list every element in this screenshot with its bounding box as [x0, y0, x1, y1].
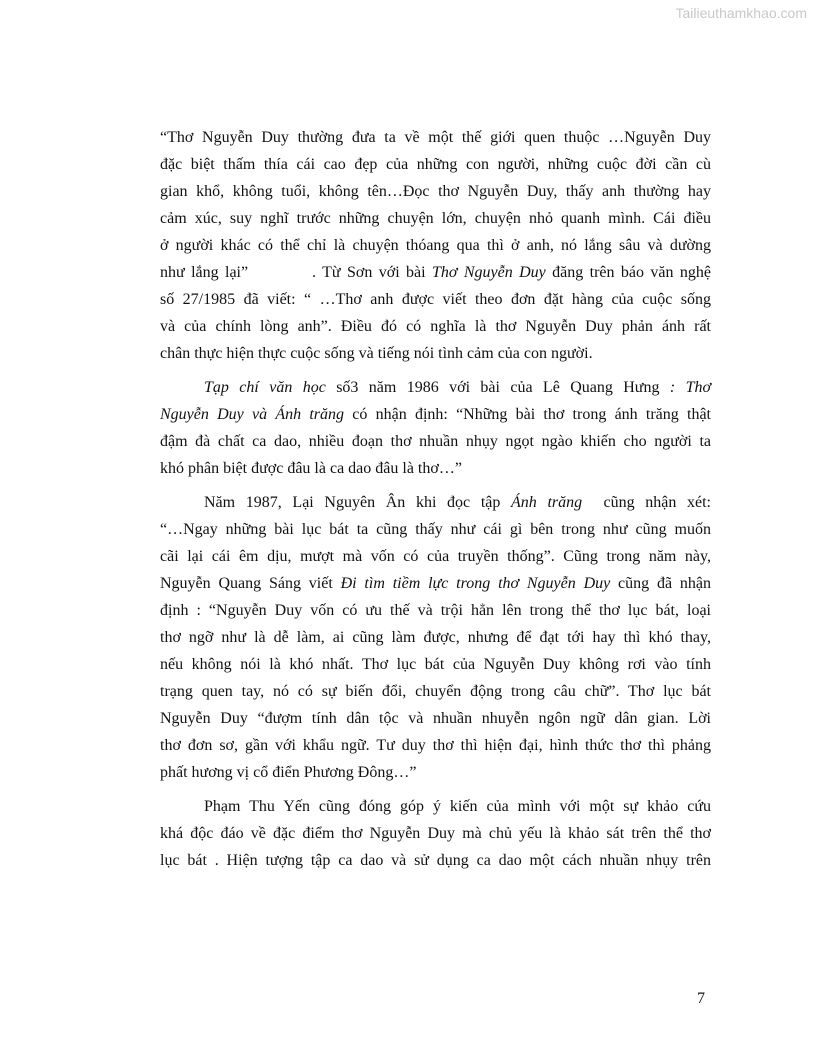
- text-line: [160, 570, 711, 597]
- paragraph-1: [160, 124, 711, 367]
- text-line: “Thơ Nguyễn Duy thường đưa ta về một thế giới quen thuộc …Nguyễn Duy: [160, 129, 711, 146]
- text-line: Nguyễn Duy “đượm tính dân tộc và nhuần nhuyễn ngôn ngữ dân gian. Lời: [160, 710, 711, 727]
- text-fragment: cũng đã nhận: [610, 575, 712, 592]
- text-fragment: cũng nhận xét:: [582, 494, 711, 511]
- italic-title: Thơ Nguyễn Duy: [432, 264, 546, 281]
- paragraph-4: [160, 793, 711, 874]
- text-line: đặc biệt thấm thía cái cao đẹp của những con người, những cuộc đời cần cù: [160, 156, 711, 173]
- text-fragment: Nguyễn Quang Sáng viết: [160, 575, 341, 592]
- paragraph-2: [160, 374, 711, 482]
- text-line: gian khổ, không tuổi, không tên…Đọc thơ Nguyễn Duy, thấy anh thường hay: [160, 183, 711, 200]
- italic-title: : Thơ: [669, 379, 712, 396]
- text-line: định : “Nguyễn Duy vốn có ưu thế và trội hẳn lên trong thể thơ lục bát, loại: [160, 602, 711, 619]
- text-fragment: Năm 1987, Lại Nguyên Ân khi đọc tập: [204, 494, 512, 511]
- watermark: Tailieuthamkhao.com: [675, 5, 807, 21]
- text-line: “…Ngay những bài lục bát ta cũng thấy như cái gì bên trong như cũng muốn: [160, 521, 711, 538]
- text-line: [160, 489, 711, 516]
- text-line: và của chính lòng anh”. Điều đó có nghĩa là thơ Nguyễn Duy phản ánh rất: [160, 318, 711, 335]
- text-line: ở người khác có thể chỉ là chuyện thóang qua thì ở anh, nó lắng sâu và dường: [160, 237, 711, 254]
- text-line: [160, 401, 711, 428]
- text-line: thơ ngỡ như là dễ làm, ai cũng làm được, nhưng để đạt tới hay thì khó thay,: [160, 629, 711, 646]
- text-line: thơ đơn sơ, gần với khẩu ngữ. Tư duy thơ thì hiện đại, hình thức thơ thì phảng: [160, 737, 711, 754]
- text-line: cãi lại cái êm dịu, mượt mà vốn có của truyền thống”. Cũng trong năm này,: [160, 548, 711, 565]
- text-fragment: đăng trên báo văn nghệ: [545, 264, 712, 281]
- text-fragment: có nhận định: “Những bài thơ trong ánh trăng thật: [344, 406, 712, 423]
- text-line: nếu không nói là khó nhất. Thơ lục bát của Nguyễn Duy không rơi vào tính: [160, 656, 711, 673]
- text-line: đậm đà chất ca dao, nhiều đoạn thơ nhuần nhụy ngọt ngào khiến cho người ta: [160, 433, 711, 450]
- text-line: cảm xúc, suy nghĩ trước những chuyện lớn, chuyện nhỏ quanh mình. Cái điều: [160, 210, 711, 227]
- italic-title: Đi tìm tiềm lực trong thơ Nguyễn Duy: [340, 575, 611, 592]
- page-number: 7: [697, 990, 705, 1007]
- document-body: [160, 124, 711, 874]
- text-fragment: số3 năm 1986 với bài của Lê Quang Hưng: [325, 379, 670, 396]
- text-fragment: như lắng lại” . Từ Sơn với bài: [160, 264, 432, 281]
- text-line: trạng quen tay, nó có sự biến đổi, chuyển động trong câu chữ”. Thơ lục bát: [160, 683, 711, 700]
- text-line: lục bát . Hiện tượng tập ca dao và sử dụng ca dao một cách nhuần nhụy trên: [160, 852, 711, 869]
- text-line: số 27/1985 đã viết: “ …Thơ anh được viết theo đơn đặt hàng của cuộc sống: [160, 291, 711, 308]
- text-line: [160, 374, 711, 401]
- italic-title: Tạp chí văn học: [204, 379, 326, 396]
- text-line: phất hương vị cổ điển Phương Đông…”: [160, 764, 417, 781]
- italic-title: Ánh trăng: [511, 494, 583, 511]
- text-line: chân thực hiện thực cuộc sống và tiếng nói tình cảm của con người.: [160, 345, 593, 362]
- italic-title: Nguyễn Duy và Ánh trăng: [160, 406, 345, 423]
- paragraph-3: [160, 489, 711, 786]
- text-line: khó phân biệt được đâu là ca dao đâu là thơ…”: [160, 460, 462, 477]
- text-line: Phạm Thu Yến cũng đóng góp ý kiến của mình với một sự khảo cứu: [204, 798, 711, 815]
- text-line: [160, 259, 711, 286]
- text-line: khá độc đáo về đặc điểm thơ Nguyễn Duy mà chủ yếu là khảo sát trên thể thơ: [160, 825, 711, 842]
